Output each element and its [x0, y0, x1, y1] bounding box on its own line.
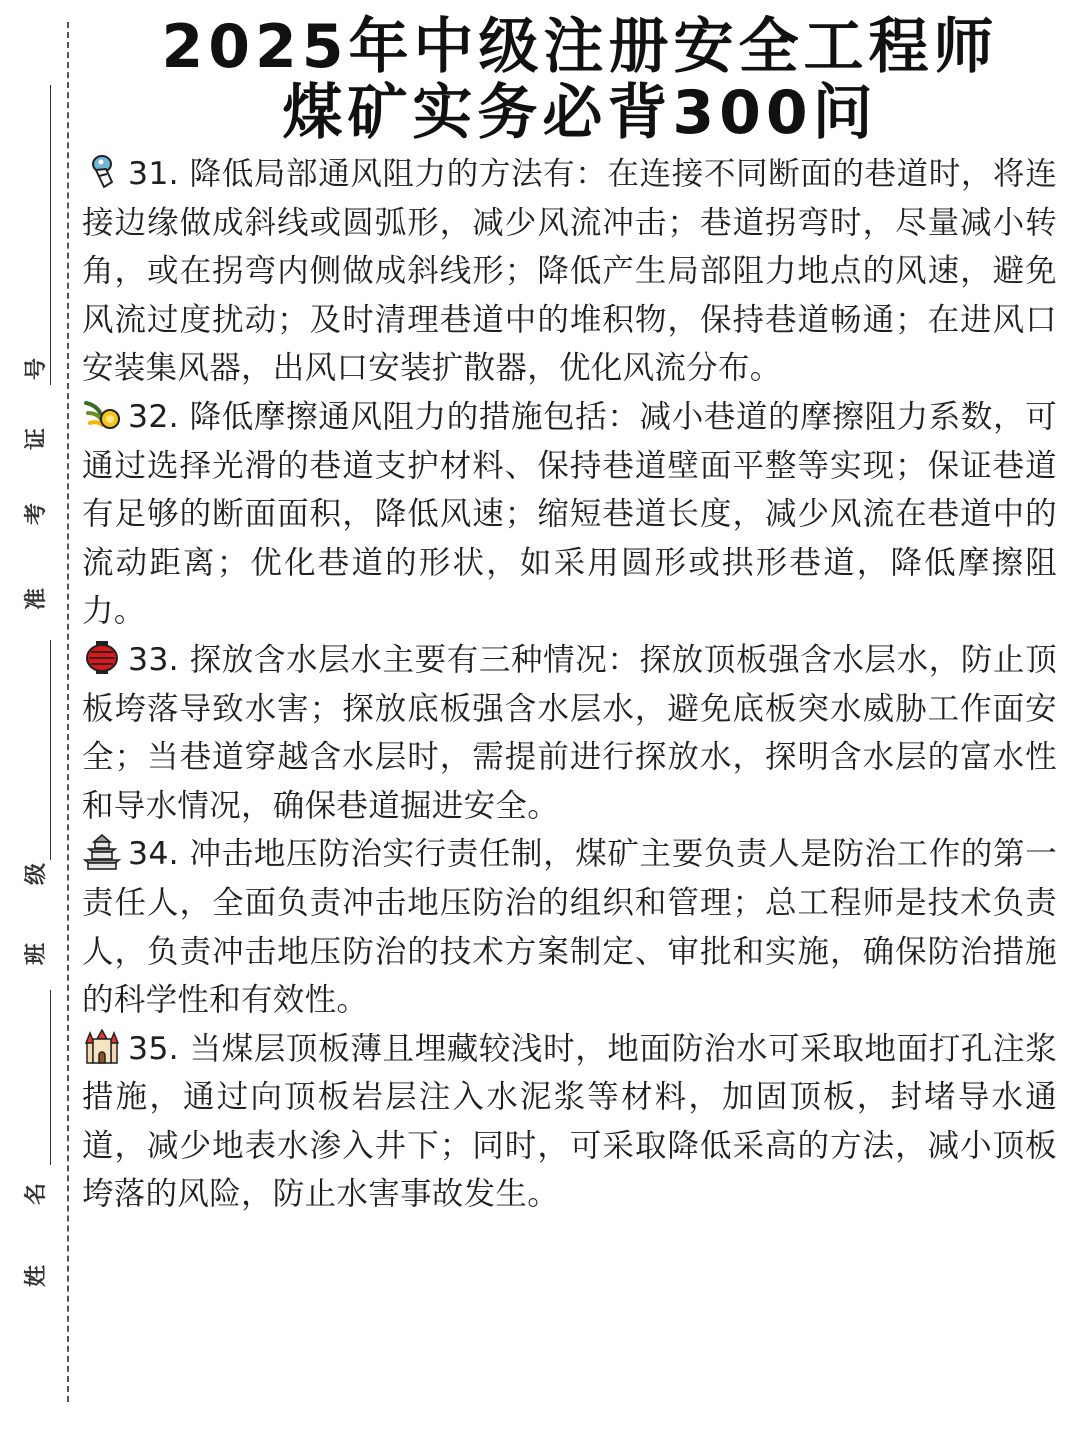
exam-id-line: [50, 85, 51, 385]
binding-label-hao: 号: [23, 358, 49, 381]
pen-icon: [82, 154, 122, 190]
title-line-1: 2025年中级注册安全工程师: [161, 12, 999, 82]
qa-item-32-text: 32. 降低摩擦通风阻力的措施包括：减小巷道的摩擦阻力系数，可通过选择光滑的巷道支护材料、保持巷道壁面平整等实现；保证巷道有足够的断面面积，降低风速；缩短巷道长度，减少风流在巷道中的流动距离；优化巷道的形状，如采用圆形或拱形巷道，降低摩擦阻力。: [82, 398, 1057, 630]
qa-item-31: [82, 150, 1057, 393]
name-line: [50, 990, 51, 1165]
qa-item-33-text: 33. 探放含水层水主要有三种情况：探放顶板强含水层水，防止顶板垮落导致水害；探放底板强含水层水，避免底板突水威胁工作面安全；当巷道穿越含水层时，需提前进行探放水，探明含水层的富水性和导水情况，确保巷道掘进安全。: [82, 641, 1057, 824]
binding-label-ban: 班: [23, 943, 49, 966]
dashed-cut-line: [67, 22, 69, 1402]
binding-label-ming: 名: [23, 1183, 49, 1206]
qa-content: [82, 150, 1057, 1219]
binding-label-ji: 级: [23, 863, 49, 886]
qa-item-32: [82, 393, 1057, 636]
qa-item-34-text: 34. 冲击地压防治实行责任制，煤矿主要负责人是防治工作的第一责任人，全面负责冲击地压防治的组织和管理；总工程师是技术负责人，负责冲击地压防治的技术方案制定、审批和实施，确保防治措施的科学性和有效性。: [82, 836, 1057, 1019]
fireworks-icon: [82, 397, 122, 433]
qa-item-35: [82, 1025, 1057, 1219]
qa-item-31-text: 31. 降低局部通风阻力的方法有：在连接不同断面的巷道时，将连接边缘做成斜线或圆弧形，减少风流冲击；巷道拐弯时，尽量减小转角，或在拐弯内侧做成斜线形；降低产生局部阻力地点的风速，避免风流过度扰动；及时清理巷道中的堆积物，保持巷道畅通；在进风口安装集风器，出风口安装扩散器，优化风流分布。: [82, 156, 1057, 387]
pagoda-icon: [82, 834, 122, 870]
qa-item-35-text: 35. 当煤层顶板薄且埋藏较浅时，地面防治水可采取地面打孔注浆措施，通过向顶板岩层注入水泥浆等材料，加固顶板，封堵导水通道，减少地表水渗入井下；同时，可采取降低采高的方法，减小顶板垮落的风险，防止水害事故发生。: [82, 1030, 1057, 1213]
binding-strip: [0, 0, 80, 1443]
class-line: [50, 640, 51, 860]
binding-label-xing: 姓: [23, 1265, 49, 1288]
binding-label-kao: 考: [23, 503, 49, 526]
title-line-2: 煤矿实务必背300问: [282, 78, 878, 148]
lantern-icon: [82, 640, 122, 676]
binding-label-zheng: 证: [23, 428, 49, 451]
qa-item-33: [82, 636, 1057, 830]
page-title: [80, 14, 1080, 146]
qa-item-34: [82, 830, 1057, 1024]
castle-icon: [82, 1029, 122, 1065]
binding-label-zhun: 准: [23, 588, 49, 611]
